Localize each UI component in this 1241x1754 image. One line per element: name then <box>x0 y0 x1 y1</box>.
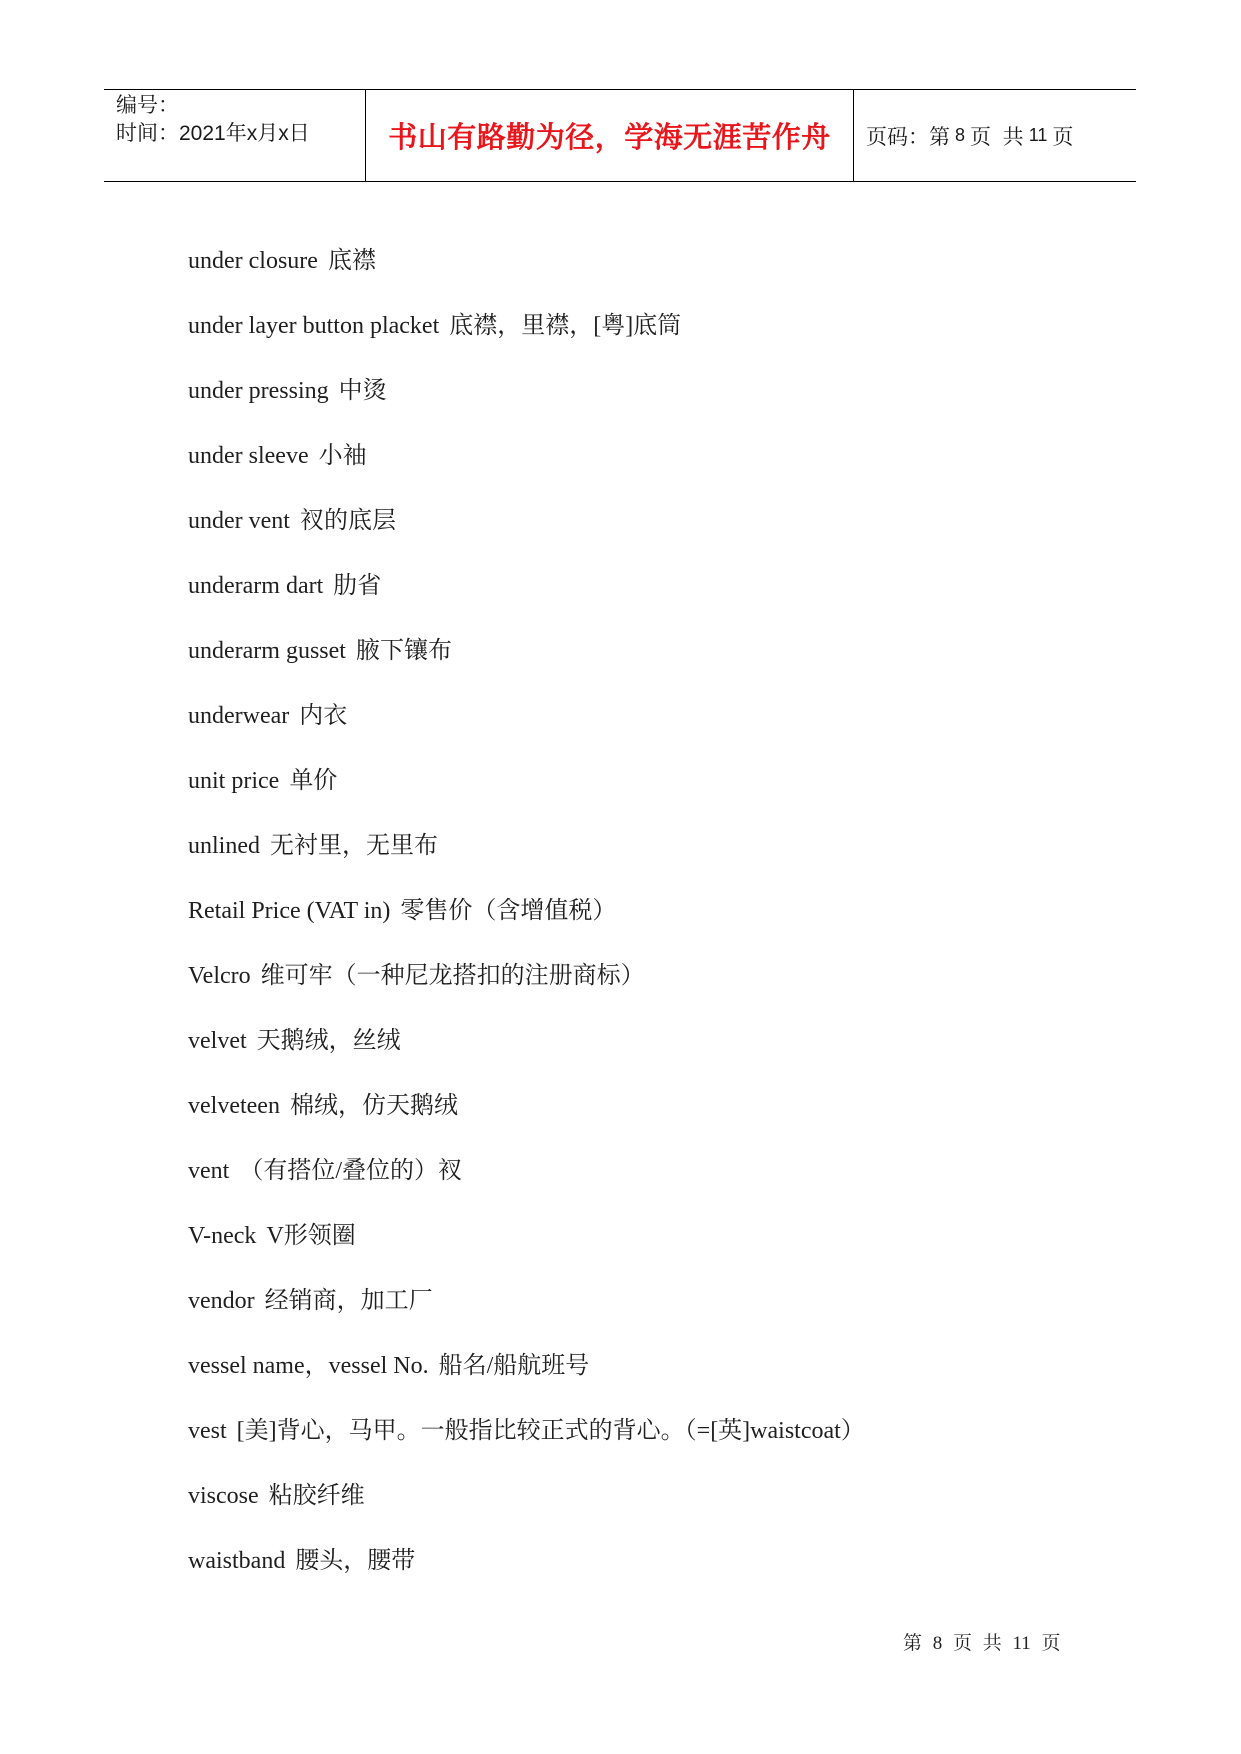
entry-term: unlined <box>188 833 260 859</box>
glossary-entry <box>188 1539 865 1604</box>
entry-translation: 中烫 <box>338 378 387 404</box>
header-meta <box>104 90 366 181</box>
entry-translation: 底襟 <box>327 248 376 274</box>
glossary-entry <box>188 1474 865 1539</box>
entry-translation: [美]背心，马甲。一般指比较正式的背心。（=[英]waistcoat） <box>236 1418 865 1444</box>
glossary-entry <box>188 499 865 564</box>
glossary-entry <box>188 1019 865 1084</box>
entry-translation: （有搭位/叠位的）衩 <box>239 1158 462 1184</box>
entry-term: V-neck <box>188 1223 257 1249</box>
entry-term: vest <box>188 1418 227 1444</box>
glossary-entry <box>188 304 865 369</box>
entry-translation: 经销商，加工厂 <box>264 1288 433 1314</box>
entry-translation: 天鹅绒，丝绒 <box>256 1028 401 1054</box>
entry-term: under pressing <box>188 378 329 404</box>
page-prefix: 页码：第 <box>866 125 950 149</box>
glossary-entry <box>188 824 865 889</box>
entry-term: Velcro <box>188 963 251 989</box>
entry-translation: 维可牢（一种尼龙搭扣的注册商标） <box>260 963 645 989</box>
document-number-label: 编号： <box>116 94 179 117</box>
glossary-entry <box>188 1344 865 1409</box>
page-footer: 第 8 页 共 11 页 <box>903 1633 1061 1654</box>
glossary-entry <box>188 1214 865 1279</box>
glossary-entry <box>188 954 865 1019</box>
entry-term: velveteen <box>188 1093 280 1119</box>
entry-term: velvet <box>188 1028 247 1054</box>
glossary-entry <box>188 694 865 759</box>
entry-translation: 底襟，里襟，[粤]底筒 <box>449 313 682 339</box>
glossary-entry <box>188 1279 865 1344</box>
entry-term: unit price <box>188 768 280 794</box>
entry-term: under layer button placket <box>188 313 440 339</box>
page-current: 8 <box>955 125 966 145</box>
entry-translation: 腰头，腰带 <box>295 1548 416 1574</box>
document-time-label: 时间：2021年x月x日 <box>116 122 310 145</box>
entry-translation: 单价 <box>289 768 338 794</box>
glossary-entry <box>188 1149 865 1214</box>
entry-term: viscose <box>188 1483 259 1509</box>
entry-term: under sleeve <box>188 443 309 469</box>
header-page-indicator <box>854 90 1136 181</box>
entry-term: Retail Price (VAT in) <box>188 898 391 924</box>
entry-term: under vent <box>188 508 290 534</box>
glossary-entry <box>188 889 865 954</box>
glossary-entry <box>188 1084 865 1149</box>
entry-translation: 内衣 <box>299 703 348 729</box>
glossary-entry <box>188 239 865 304</box>
glossary-entry <box>188 629 865 694</box>
entry-term: waistband <box>188 1548 286 1574</box>
entry-term: vent <box>188 1158 230 1184</box>
glossary-entry <box>188 369 865 434</box>
entry-translation: 船名/船航班号 <box>438 1353 590 1379</box>
glossary-entry <box>188 564 865 629</box>
entry-translation: 衩的底层 <box>299 508 396 534</box>
entry-term: underarm dart <box>188 573 324 599</box>
entry-translation: 棉绒，仿天鹅绒 <box>289 1093 458 1119</box>
entry-translation: 粘胶纤维 <box>268 1483 365 1509</box>
glossary-entry <box>188 759 865 824</box>
entry-term: vessel name，vessel No. <box>188 1353 429 1379</box>
entry-translation: 肋省 <box>333 573 382 599</box>
glossary-entry <box>188 434 865 499</box>
entry-term: under closure <box>188 248 318 274</box>
page-suffix: 页 <box>1052 125 1074 149</box>
glossary-entry <box>188 1409 865 1474</box>
entry-term: underarm gusset <box>188 638 346 664</box>
page-mid: 页 共 <box>970 125 1024 149</box>
header-motto: 书山有路勤为径，学海无涯苦作舟 <box>366 90 854 181</box>
entry-translation: 无衬里，无里布 <box>270 833 438 859</box>
entry-translation: 零售价（含增值税） <box>400 898 617 924</box>
entry-term: underwear <box>188 703 290 729</box>
entry-translation: 腋下镶布 <box>355 638 452 664</box>
entry-translation: V形领圈 <box>266 1223 356 1249</box>
entry-term: vendor <box>188 1288 255 1314</box>
glossary-list <box>188 239 865 1604</box>
page-header <box>104 89 1136 182</box>
page-total: 11 <box>1028 125 1048 145</box>
entry-translation: 小袖 <box>318 443 367 469</box>
